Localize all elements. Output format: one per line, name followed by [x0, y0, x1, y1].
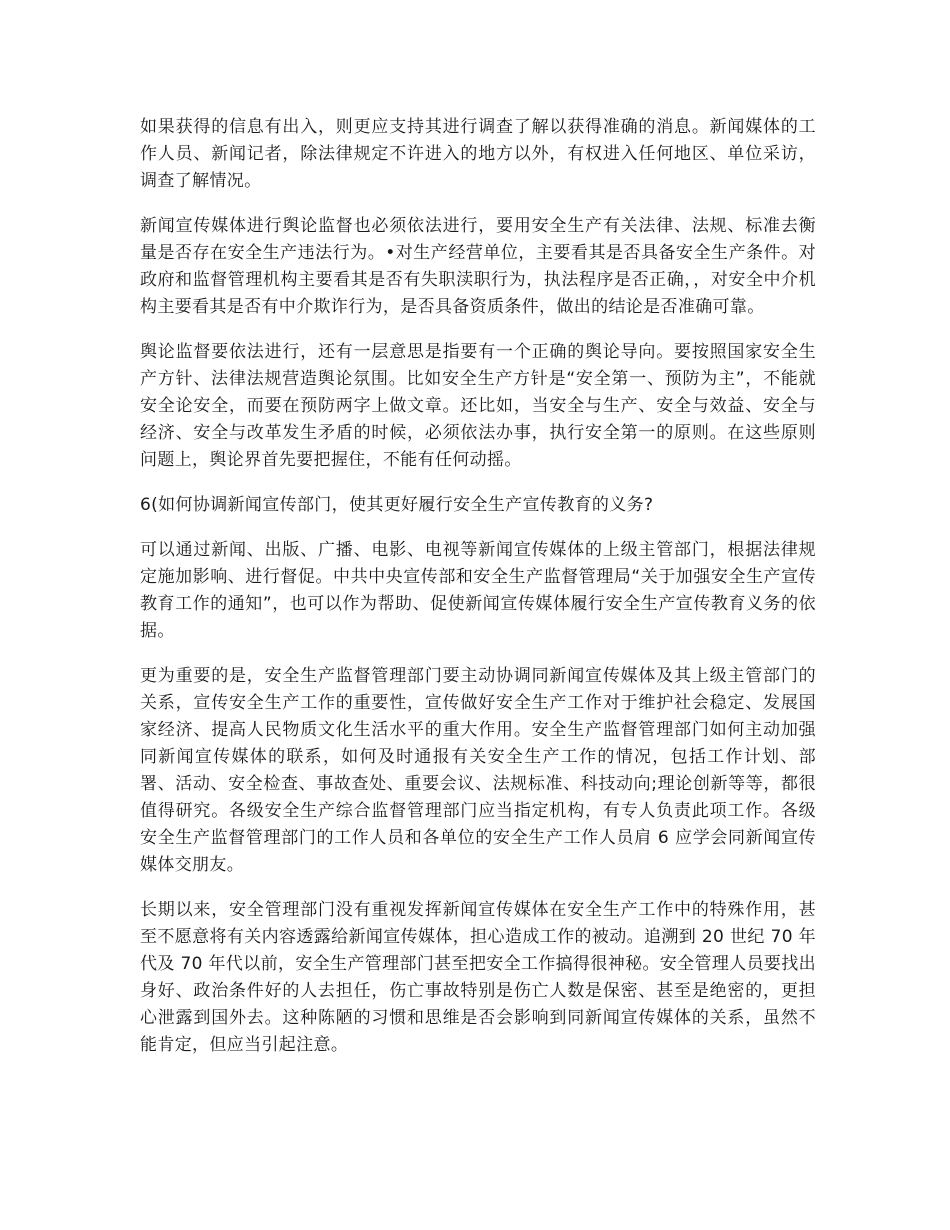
paragraph-2: 新闻宣传媒体进行舆论监督也必须依法进行，要用安全生产有关法律、法规、标准去衡量是否存在安全生产违法行为。•对生产经营单位，主要看其是否具备安全生产条件。对政府和监督管理机构主要看其是否有失职渎职行为，执法程序是否正确，，对安全中介机构主要看其是否有中介欺诈行为，是否具备资质条件，做出的结论是否准确可靠。	[140, 216, 816, 317]
paragraph-5: 可以通过新闻、出版、广播、电影、电视等新闻宣传媒体的上级主管部门，根据法律规定施加影响、进行督促。中共中央宣传部和安全生产监督管理局“关于加强安全生产宣传教育工作的通知”，也可以作为帮助、促使新闻宣传媒体履行安全生产宣传教育义务的依据。	[140, 540, 816, 641]
paragraph-3: 舆论监督要依法进行，还有一层意思是指要有一个正确的舆论导向。要按照国家安全生产方针、法律法规营造舆论氛围。比如安全生产方针是“安全第一、预防为主”，不能就安全论安全，而要在预防两字上做文章。还比如，当安全与生产、安全与效益、安全与经济、安全与改革发生矛盾的时候，必须依法办事，执行安全第一的原则。在这些原则问题上，舆论界首先要把握住，不能有任何动摇。	[140, 342, 816, 470]
paragraph-6: 更为重要的是，安全生产监督管理部门要主动协调同新闻宣传媒体及其上级主管部门的关系，宣传安全生产工作的重要性，宣传做好安全生产工作对于维护社会稳定、发展国家经济、提高人民物质文化生活水平的重大作用。安全生产监督管理部门如何主动加强同新闻宣传媒体的联系，如何及时通报有关安全生产工作的情况，包括工作计划、部署、活动、安全检查、事故查处、重要会议、法规标准、科技动向;理论创新等等，都很值得研究。各级安全生产综合监督管理部门应当指定机构，有专人负责此项工作。各级安全生产监督管理部门的工作人员和各单位的安全生产工作人员肩 6 应学会同新闻宣传媒体交朋友。	[140, 666, 816, 875]
document-body	[140, 114, 816, 1077]
question-heading: 6(如何协调新闻宣传部门，使其更好履行安全生产宣传教育的义务?	[140, 495, 654, 515]
paragraph-7: 长期以来，安全管理部门没有重视发挥新闻宣传媒体在安全生产工作中的特殊作用，甚至不愿意将有关内容透露给新闻宣传媒体，担心造成工作的被动。追溯到 20 世纪 70 年代及 70 年代以前，安全生产管理部门甚至把安全工作搞得很神秘。安全管理人员要找出身好、政治条件好的人去担任，伤亡事故特别是伤亡人数是保密、甚至是绝密的，更担心泄露到国外去。这种陈陋的习惯和思维是否会影响到同新闻宣传媒体的关系，虽然不能肯定，但应当引起注意。	[140, 900, 816, 1055]
paragraph-1: 如果获得的信息有出入，则更应支持其进行调查了解以获得准确的消息。新闻媒体的工作人员、新闻记者，除法律规定不许进入的地方以外，有权进入任何地区、单位采访，调查了解情况。	[140, 117, 816, 191]
